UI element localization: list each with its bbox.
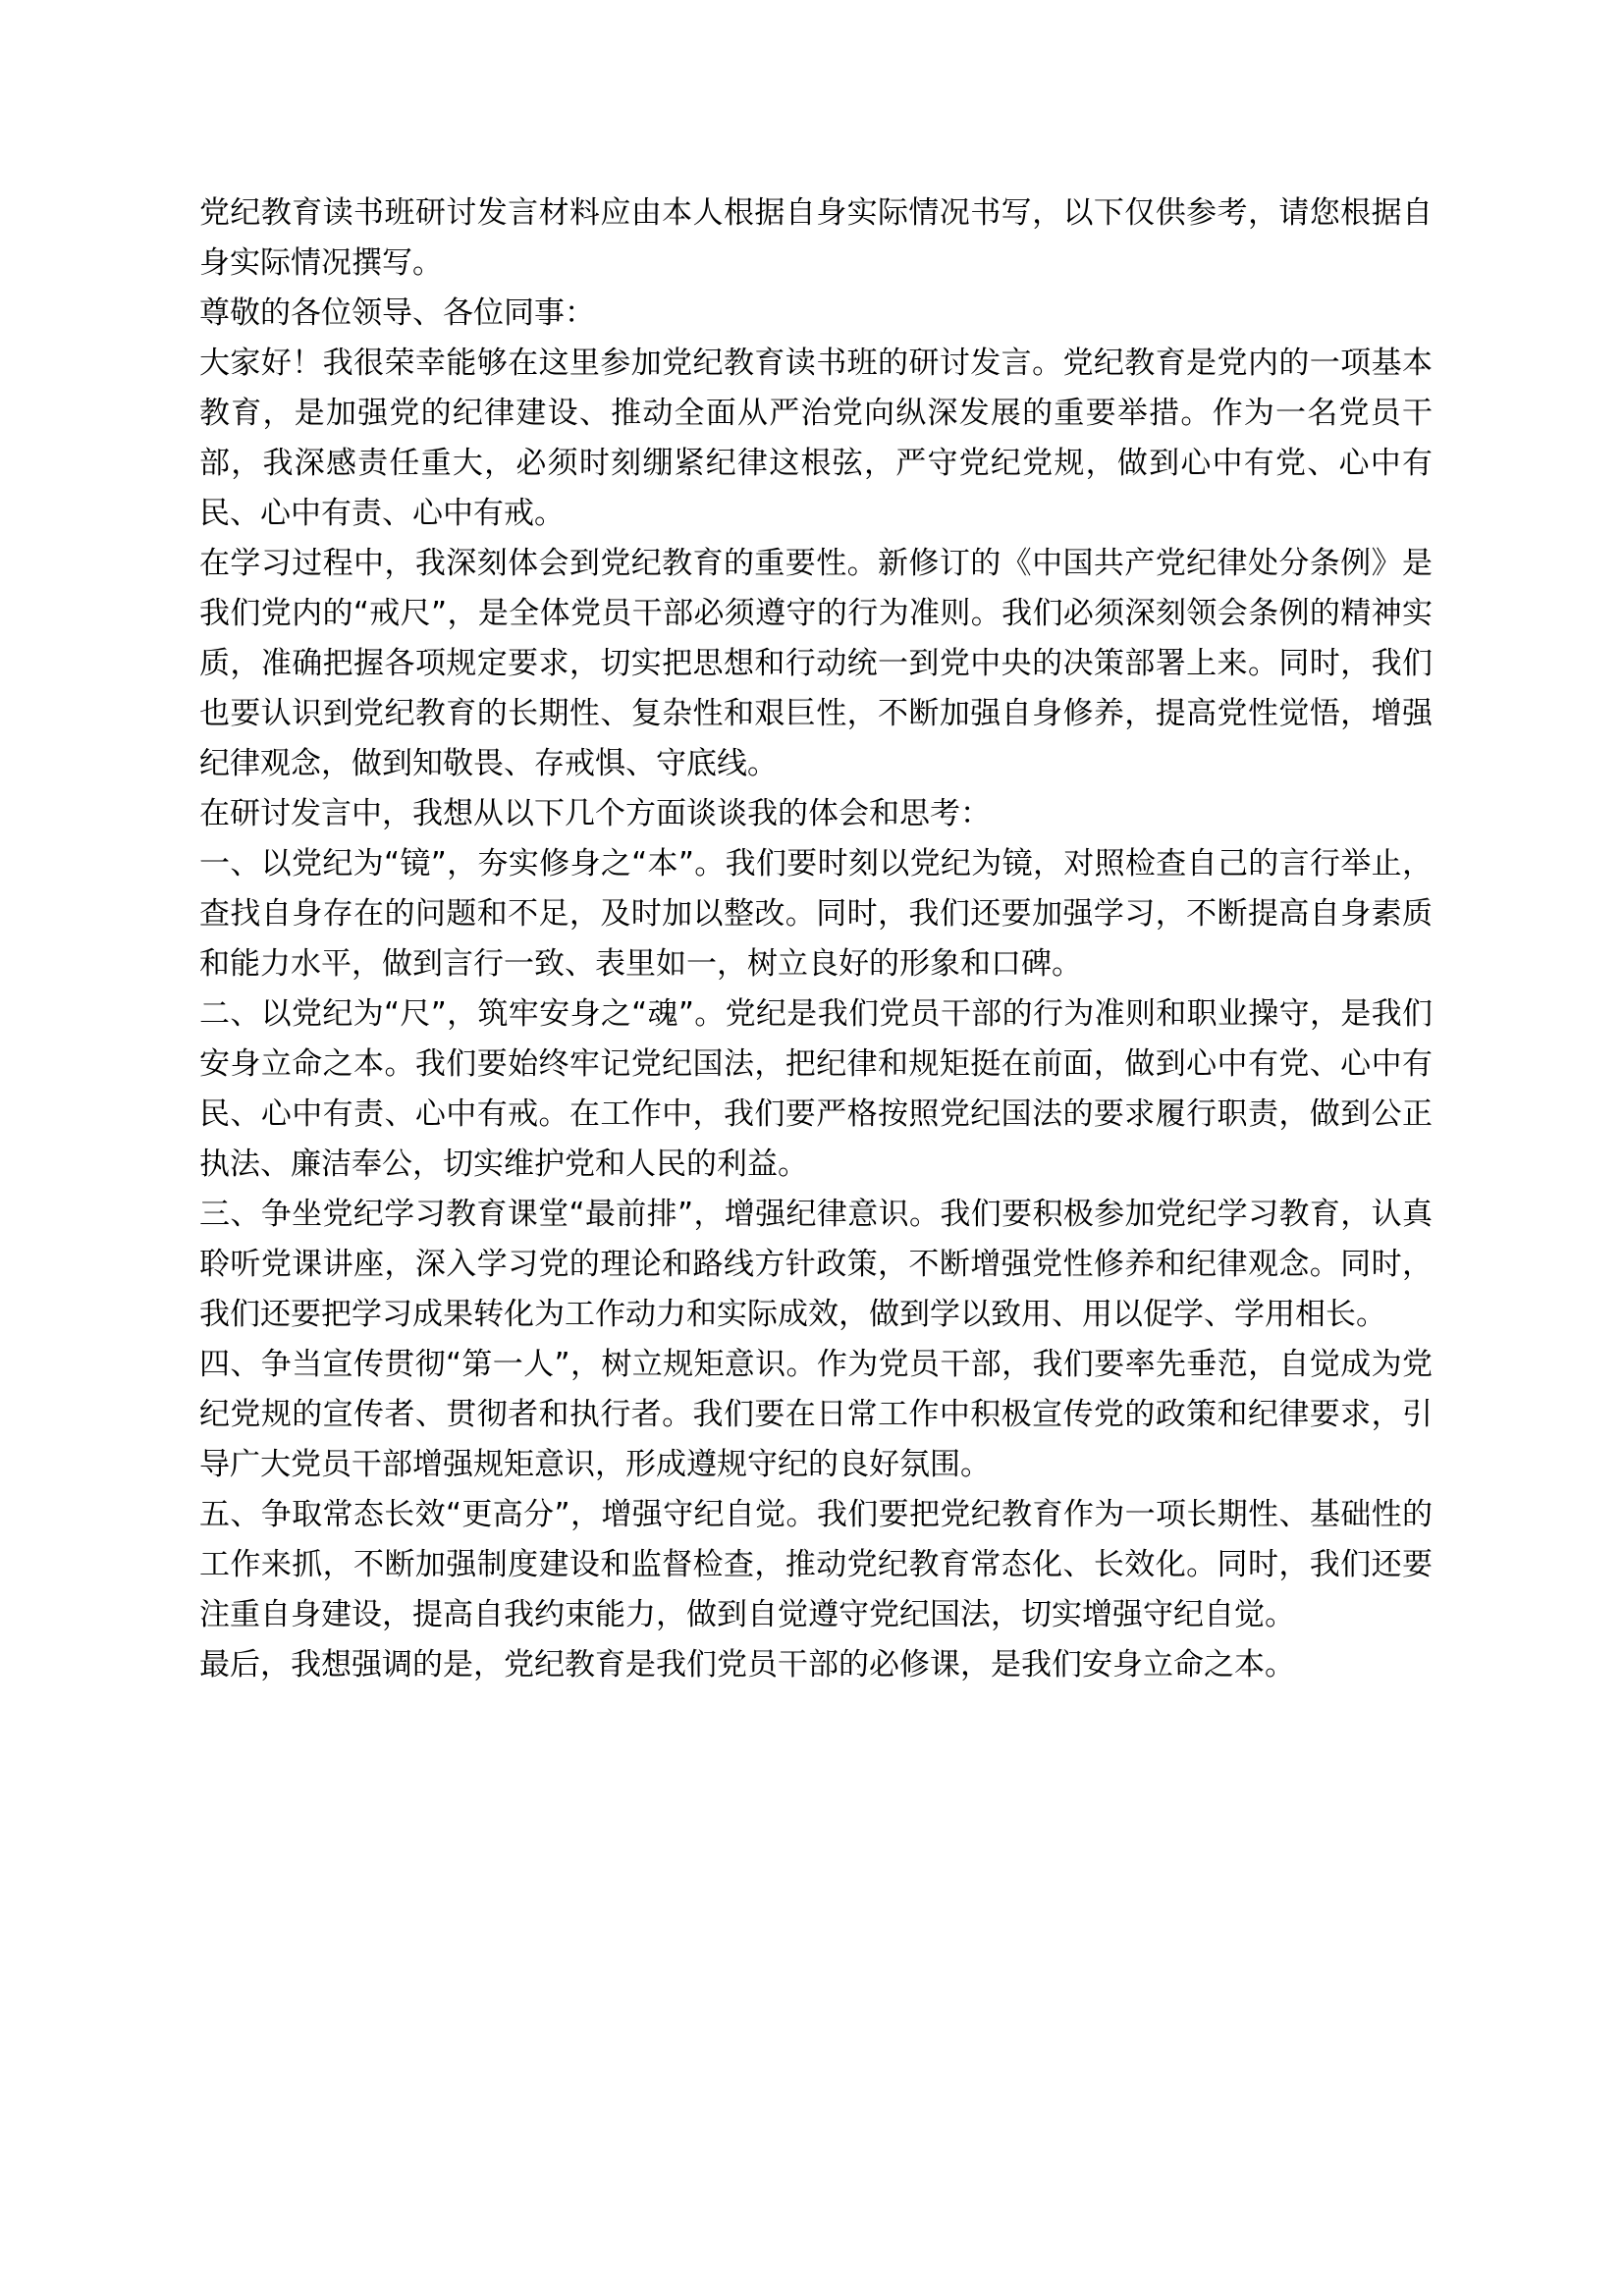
point-one: 一、以党纪为“镜”，夯实修身之“本”。我们要时刻以党纪为镜，对照检查自己的言行举止，查找自身存在的问题和不足，及时加以整改。同时，我们还要加强学习，不断提高自身素质和能力水平，做到言行一致、表里如一，树立良好的形象和口碑。 [199, 846, 1433, 982]
closing-paragraph: 最后，我想强调的是，党纪教育是我们党员干部的必修课，是我们安身立命之本。 [199, 1647, 1295, 1682]
intro-note: 党纪教育读书班研讨发言材料应由本人根据自身实际情况书写，以下仅供参考，请您根据自身实际情况撰写。 [199, 195, 1433, 281]
point-two: 二、以党纪为“尺”，筑牢安身之“魂”。党纪是我们党员干部的行为准则和职业操守，是我们安身立命之本。我们要始终牢记党纪国法，把纪律和规矩挺在前面，做到心中有党、心中有民、心中有责、心中有戒。在工作中，我们要严格按照党纪国法的要求履行职责，做到公正执法、廉洁奉公，切实维护党和人民的利益。 [199, 996, 1433, 1182]
body-paragraph-transition: 在研讨发言中，我想从以下几个方面谈谈我的体会和思考： [199, 796, 991, 831]
point-three: 三、争坐党纪学习教育课堂“最前排”，增强纪律意识。我们要积极参加党纪学习教育，认真聆听党课讲座，深入学习党的理论和路线方针政策，不断增强党性修养和纪律观念。同时，我们还要把学习成果转化为工作动力和实际成效，做到学以致用、用以促学、学用相长。 [199, 1197, 1433, 1332]
body-paragraph-study: 在学习过程中，我深刻体会到党纪教育的重要性。新修订的《中国共产党纪律处分条例》是我们党内的“戒尺”，是全体党员干部必须遵守的行为准则。我们必须深刻领会条例的精神实质，准确把握各项规定要求，切实把思想和行动统一到党中央的决策部署上来。同时，我们也要认识到党纪教育的长期性、复杂性和艰巨性，不断加强自身修养，提高党性觉悟，增强纪律观念，做到知敬畏、存戒惧、守底线。 [199, 546, 1433, 781]
point-five: 五、争取常态长效“更高分”，增强守纪自觉。我们要把党纪教育作为一项长期性、基础性的工作来抓，不断加强制度建设和监督检查，推动党纪教育常态化、长效化。同时，我们还要注重自身建设，提高自我约束能力，做到自觉遵守党纪国法，切实增强守纪自觉。 [199, 1497, 1433, 1632]
salutation: 尊敬的各位领导、各位同事： [199, 295, 595, 331]
point-four: 四、争当宣传贯彻“第一人”，树立规矩意识。作为党员干部，我们要率先垂范，自觉成为党纪党规的宣传者、贯彻者和执行者。我们要在日常工作中积极宣传党的政策和纪律要求，引导广大党员干部增强规矩意识，形成遵规守纪的良好氛围。 [199, 1347, 1433, 1482]
opening-paragraph: 大家好！我很荣幸能够在这里参加党纪教育读书班的研讨发言。党纪教育是党内的一项基本教育，是加强党的纪律建设、推动全面从严治党向纵深发展的重要举措。作为一名党员干部，我深感责任重大，必须时刻绷紧纪律这根弦，严守党纪党规，做到心中有党、心中有民、心中有责、心中有戒。 [199, 346, 1433, 531]
document-body [199, 188, 1433, 1690]
